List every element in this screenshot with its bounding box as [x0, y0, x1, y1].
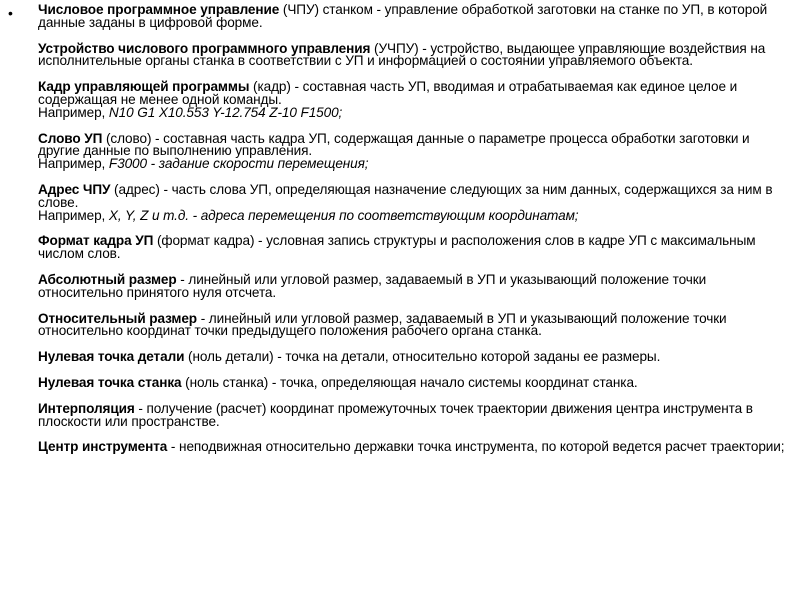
example-value: X, Y, Z и т.д. - адреса перемещения по соответствующим координатам; [108, 207, 579, 223]
definition-text: (ноль станка) - точка, определяющая начало системы координат станка. [181, 374, 638, 390]
definition-absolute-size [38, 271, 790, 300]
definition-cnc-device [38, 40, 790, 69]
definition-text: - линейный или угловой размер, задаваемый в УП и указывающий положение точки относительно принятого нуля отсчета. [38, 271, 707, 300]
example-value: F3000 - задание скорости перемещения; [108, 156, 369, 172]
definition-text: (ЧПУ) станком - управление обработкой заготовки на станке по УП, в которой данные заданы в цифровой форме. [38, 2, 768, 30]
definition-cnc-address [38, 181, 790, 223]
example-value: N10 G1 X10.553 Y-12.754 Z-10 F1500; [108, 104, 343, 120]
definition-text: (формат кадра) - условная запись структуры и расположения слов в кадре УП с максимальным числом слов. [38, 233, 756, 262]
example-prefix: Например, [38, 104, 109, 120]
definition-term: Слово УП [38, 130, 103, 146]
definition-text: - линейный или угловой размер, задаваемый в УП и указывающий положение точки относительно координат точки предыдущего положения рабочего органа станка. [38, 310, 727, 339]
definition-program-word [38, 130, 790, 172]
definition-block-format [38, 235, 790, 261]
definition-term: Относительный размер [38, 310, 198, 326]
example-line [38, 207, 790, 223]
definition-part-zero [38, 351, 790, 364]
example-prefix: Например, [38, 207, 109, 223]
definition-text: (ноль детали) - точка на детали, относительно которой заданы ее размеры. [184, 349, 661, 365]
example-prefix: Например, [38, 156, 109, 172]
definition-text: (кадр) - составная часть УП, вводимая и отрабатываемая как единое целое и содержащая не менее одной команды. [38, 79, 738, 107]
definition-term: Адрес ЧПУ [38, 181, 111, 197]
definition-text: - получение (расчет) координат промежуточных точек траектории движения центра инструмента в плоскости или пространстве. [38, 400, 753, 429]
bullet-marker: • [8, 5, 13, 21]
definition-interpolation [38, 400, 790, 429]
definition-text: (УЧПУ) - устройство, выдающее управляющие воздействия на исполнительные органы станка в соответствии с УП и информацией о состоянии управляемого объекта. [38, 40, 766, 69]
definition-term: Кадр управляющей программы [38, 79, 250, 95]
definition-term: Интерполяция [38, 400, 135, 416]
definition-text: (слово) - составная часть кадра УП, содержащая данные о параметре процесса обработки заготовки и другие данные по выполнению управления. [38, 130, 750, 159]
definitions-list [38, 4, 790, 467]
example-line [38, 104, 790, 120]
definition-term: Числовое программное управление [38, 2, 280, 17]
definition-term: Устройство числового программного управления [38, 40, 371, 56]
example-line [38, 158, 790, 171]
definition-machine-zero [38, 374, 790, 390]
definition-term: Нулевая точка станка [38, 374, 182, 390]
definition-text: (адрес) - часть слова УП, определяющая назначение следующих за ним данных, содержащихся за ним в слове. [38, 181, 773, 210]
definition-term: Абсолютный размер [38, 271, 177, 287]
definition-text: - неподвижная относительно державки точка инструмента, по которой ведется расчет траектории; [167, 439, 785, 455]
definition-cnc [38, 4, 790, 30]
definition-relative-size [38, 310, 790, 339]
definition-term: Нулевая точка детали [38, 349, 185, 365]
definition-program-block [38, 81, 790, 119]
definition-term: Центр инструмента [38, 439, 168, 455]
definition-tool-center [38, 441, 790, 454]
definition-term: Формат кадра УП [38, 233, 154, 249]
